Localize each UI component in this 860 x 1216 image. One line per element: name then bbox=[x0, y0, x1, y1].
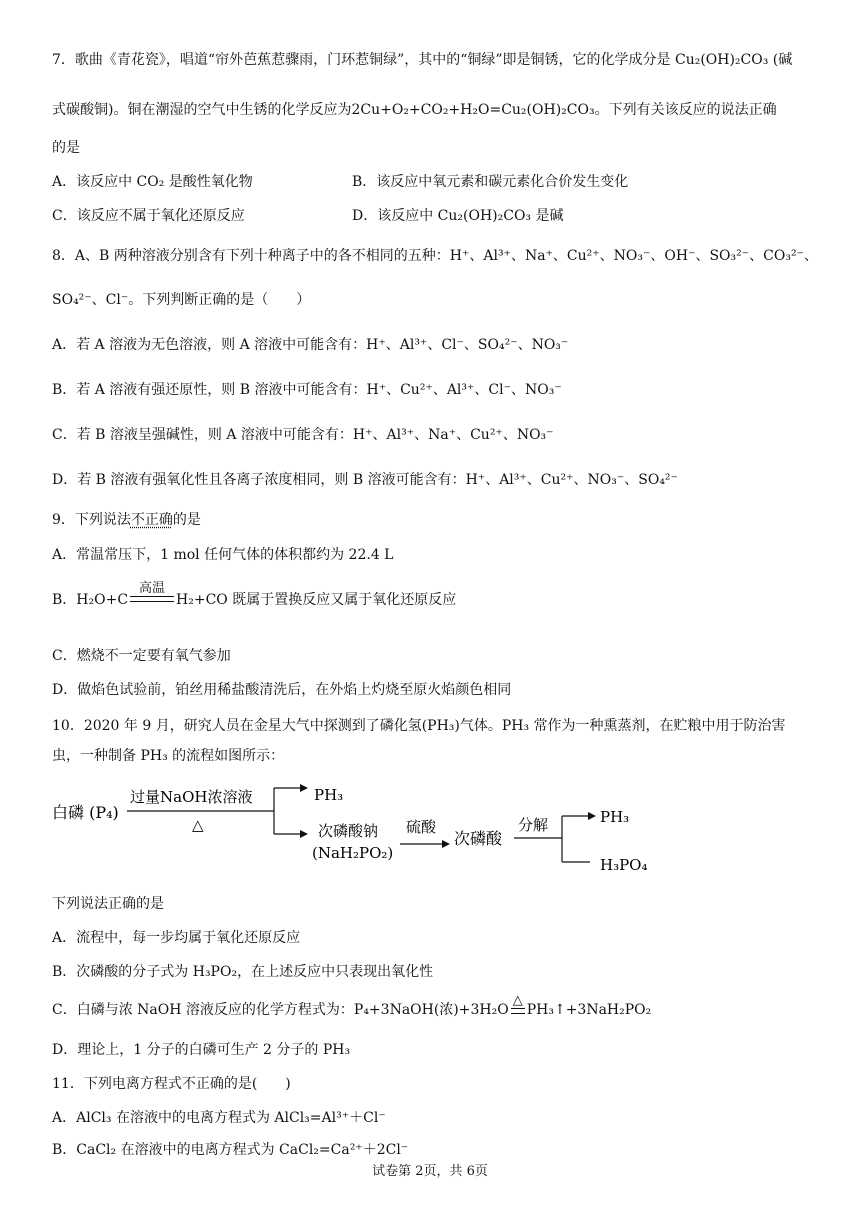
q9-option-b-post: H₂+CO 既属于置换反应又属于氧化还原反应 bbox=[176, 592, 457, 608]
q7-option-b: B．该反应中氧元素和碳元素化合价发生变化 bbox=[352, 174, 629, 190]
q9-option-a: A．常温常压下，1 mol 任何气体的体积都约为 22.4 L bbox=[52, 547, 394, 563]
flow-diagram bbox=[52, 778, 672, 878]
q8-option-b: B．若 A 溶液有强还原性，则 B 溶液中可能含有：H⁺、Cu²⁺、Al³⁺、Cl⁻、NO₃⁻ bbox=[52, 382, 562, 398]
q10-option-d: D．理论上，1 分子的白磷可生产 2 分子的 PH₃ bbox=[52, 1042, 351, 1058]
q11-option-a: A．AlCl₃ 在溶液中的电离方程式为 AlCl₃=Al³⁺＋Cl⁻ bbox=[52, 1110, 386, 1126]
q9-equals-bars bbox=[130, 596, 174, 602]
q8-option-a: A．若 A 溶液为无色溶液，则 A 溶液中可能含有：H⁺、Al³⁺、Cl⁻、SO₄²⁻、NO₃⁻ bbox=[52, 337, 569, 353]
q10-stem-line2: 虫，一种制备 PH₃ 的流程如图所示： bbox=[52, 748, 285, 764]
q9-option-b-pre: B．H₂O+C bbox=[52, 592, 129, 608]
flow-mid1-formula: (NaH₂PO₂) bbox=[312, 844, 394, 862]
q10-option-c-pre: C．白磷与浓 NaOH 溶液反应的化学方程式为：P₄+3NaOH(浓)+3H₂O bbox=[52, 1002, 509, 1018]
flow-product-ph3-b: PH₃ bbox=[600, 808, 630, 826]
flow-arrowhead-mid1 bbox=[300, 830, 308, 838]
q10-stem-line1: 10．2020 年 9 月，研究人员在金星大气中探测到了磷化氢(PH₃)气体。PH₃ 常作为一种熏蒸剂，在贮粮中用于防治害 bbox=[52, 718, 786, 734]
q7-option-c: C．该反应不属于氧化还原反应 bbox=[52, 208, 245, 224]
flow-decomp: 分解 bbox=[518, 816, 549, 834]
q7-stem-line2: 式碳酸铜)。铜在潮湿的空气中生锈的化学反应为2Cu+O₂+CO₂+H₂O=Cu₂(OH)₂CO₃。下列有关该反应的说法正确 bbox=[52, 102, 777, 118]
q8-stem-line2: SO₄²⁻、Cl⁻。下列判断正确的是（ ） bbox=[52, 292, 311, 308]
q9-condition-text: 高温 bbox=[139, 581, 166, 596]
q9-stem-pre: 9．下列说法 bbox=[52, 512, 131, 528]
flow-reagent: 过量NaOH浓溶液 bbox=[130, 788, 253, 806]
flow-arrowhead-p1 bbox=[300, 784, 308, 792]
q9-reaction-condition bbox=[130, 582, 174, 602]
flow-product-h3po4: H₃PO₄ bbox=[600, 856, 648, 874]
q9-option-c: C．燃烧不一定要有氧气参加 bbox=[52, 648, 231, 664]
flow-heat: △ bbox=[192, 816, 204, 834]
q10-after-diagram: 下列说法正确的是 bbox=[52, 896, 164, 912]
page-footer: 试卷第 2页，共 6页 bbox=[372, 1164, 488, 1179]
flow-start: 白磷 (P₄) bbox=[52, 803, 119, 822]
q7-option-a: A．该反应中 CO₂ 是酸性氧化物 bbox=[52, 174, 253, 190]
q7-stem-line1: 7．歌曲《青花瓷》，唱道“帘外芭蕉惹骤雨，门环惹铜绿”，其中的“铜绿”即是铜锈，它的化学成分是 Cu₂(OH)₂CO₃ (碱 bbox=[52, 52, 793, 68]
q8-stem-line1: 8．A、B 两种溶液分别含有下列十种离子中的各不相同的五种：H⁺、Al³⁺、Na⁺、Cu²⁺、NO₃⁻、OH⁻、SO₃²⁻、CO₃²⁻、 bbox=[52, 248, 818, 264]
q9-stem-emphasis: 不正确 bbox=[130, 512, 173, 528]
q8-option-d: D．若 B 溶液有强氧化性且各离子浓度相同，则 B 溶液可能含有：H⁺、Al³⁺、Cu²⁺、NO₃⁻、SO₄²⁻ bbox=[52, 472, 678, 488]
q7-stem-line3: 的是 bbox=[52, 140, 80, 156]
q9-option-d: D．做焰色试验前，铂丝用稀盐酸清洗后，在外焰上灼烧至原火焰颜色相同 bbox=[52, 682, 512, 698]
q11-option-b: B．CaCl₂ 在溶液中的电离方程式为 CaCl₂=Ca²⁺＋2Cl⁻ bbox=[52, 1142, 409, 1158]
q11-stem: 11．下列电离方程式不正确的是( ) bbox=[52, 1076, 291, 1092]
q10-heat-condition bbox=[511, 994, 525, 1014]
q10-option-a: A．流程中，每一步均属于氧化还原反应 bbox=[52, 930, 301, 946]
q10-option-b: B．次磷酸的分子式为 H₃PO₂，在上述反应中只表现出氧化性 bbox=[52, 964, 434, 980]
flow-mid2: 次磷酸 bbox=[454, 829, 503, 848]
q9-stem bbox=[52, 510, 201, 530]
flow-product-ph3-a: PH₃ bbox=[314, 786, 344, 804]
q9-stem-post: 的是 bbox=[172, 512, 201, 528]
flow-arrowhead-acid bbox=[442, 840, 450, 848]
q10-option-c bbox=[52, 993, 652, 1020]
flow-acid: 硫酸 bbox=[406, 818, 437, 836]
q8-option-c: C．若 B 溶液呈强碱性，则 A 溶液中可能含有：H⁺、Al³⁺、Na⁺、Cu²⁺、NO₃⁻ bbox=[52, 427, 554, 443]
q7-option-d: D．该反应中 Cu₂(OH)₂CO₃ 是碱 bbox=[352, 208, 564, 224]
flow-mid1: 次磷酸钠 bbox=[318, 822, 379, 840]
q10-heat-symbol: △ bbox=[512, 993, 523, 1008]
q10-equals-bars bbox=[511, 1008, 525, 1014]
flow-arrowhead-p2 bbox=[588, 812, 596, 820]
q9-option-b bbox=[52, 581, 457, 610]
q10-option-c-post: PH₃↑+3NaH₂PO₂ bbox=[526, 1002, 652, 1018]
